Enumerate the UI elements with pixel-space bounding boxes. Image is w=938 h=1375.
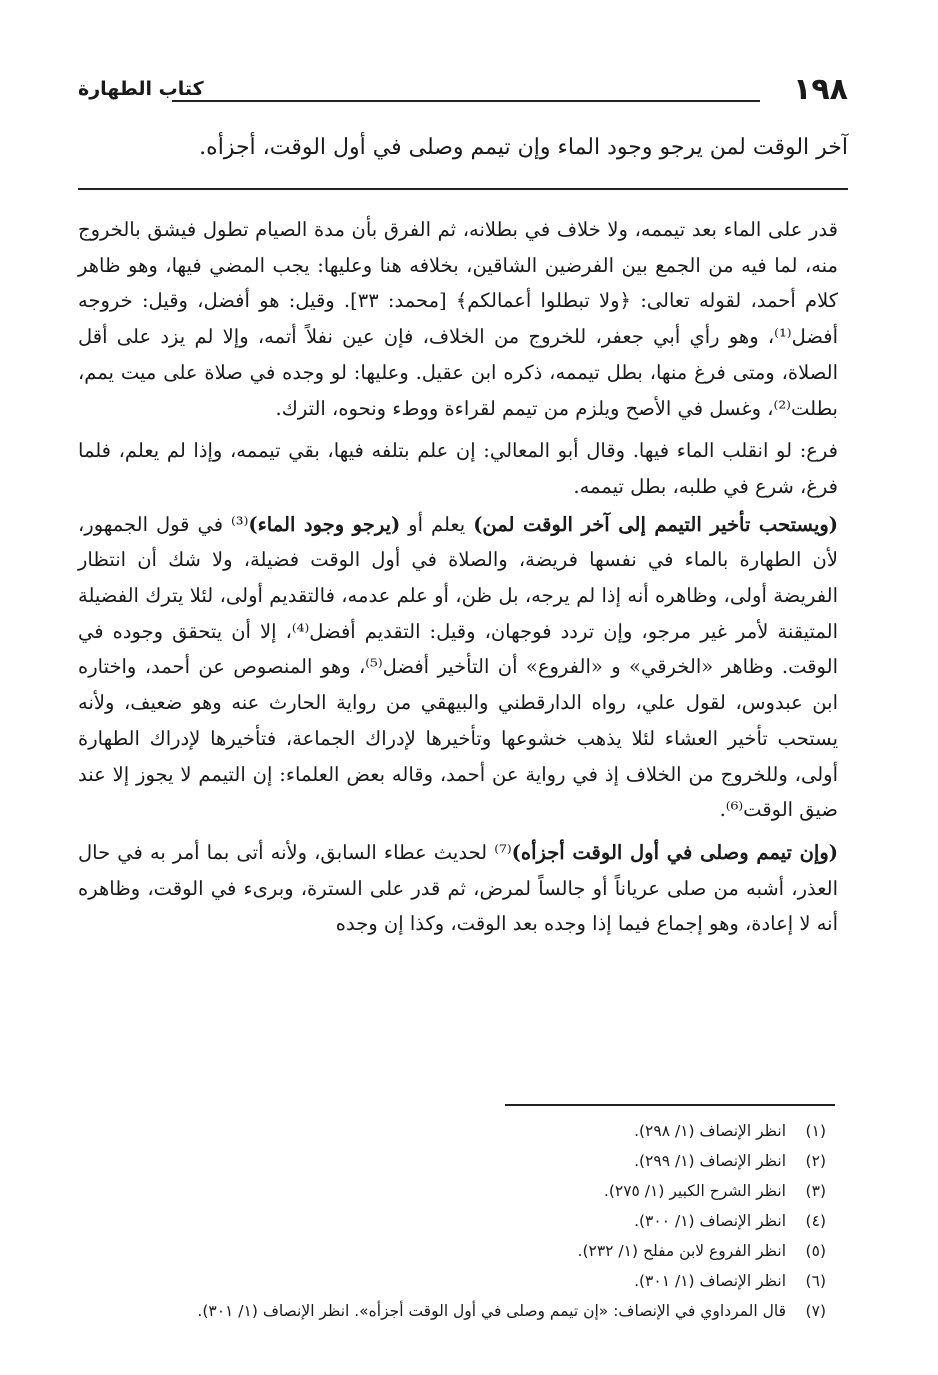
- footnote-divider: [505, 1104, 835, 1106]
- paragraph-4: [78, 835, 838, 942]
- footnote-4: [78, 1206, 826, 1236]
- chapter-title: كتاب الطهارة: [78, 78, 204, 100]
- matn-text: آخر الوقت لمن يرجو وجود الماء وإن تيمم وصلى في أول الوقت، أجزأه.: [199, 135, 848, 160]
- footnote-text: انظر الإنصاف (١/ ٣٠٠).: [634, 1212, 786, 1230]
- commentary-body: [78, 212, 838, 942]
- paragraph-3: [78, 507, 838, 828]
- paragraph-text: يعلم أو: [400, 512, 474, 536]
- footnote-number: (٣): [805, 1182, 826, 1200]
- matn-quote: (ويستحب تأخير التيمم إلى آخر الوقت لمن): [473, 512, 839, 536]
- footnote-number: (٢): [805, 1152, 826, 1170]
- footnote-2: [78, 1146, 826, 1176]
- footnote-text: انظر الإنصاف (١/ ٢٩٨).: [634, 1122, 786, 1140]
- footnote-text: انظر الشرح الكبير (١/ ٢٧٥).: [603, 1182, 786, 1200]
- running-header: [78, 72, 848, 112]
- footnote-number: (٧): [805, 1302, 826, 1320]
- footnote-text: انظر الفروع لابن مفلح (١/ ٢٣٢).: [577, 1242, 786, 1260]
- paragraph-2: فرع: لو انقلب الماء فيها. وقال أبو المعالي: إن علم بتلفه فيها، بقي تيممه، وإذا لم يعلم، فلما فرغ، شرع في طلبه، بطل تيممه.: [78, 439, 838, 498]
- footnote-6: [78, 1266, 826, 1296]
- footnote-7: [78, 1296, 826, 1326]
- footnote-number: (٦): [805, 1272, 826, 1290]
- matn-quote: (وإن تيمم وصلى في أول الوقت أجزأه): [511, 840, 838, 864]
- paragraph-text: ⁽³⁾ في قول الجمهور، لأن الطهارة بالماء في نفسها فريضة، والصلاة في أول الوقت فضيلة، ولا شك أن انتظار الفريضة أولى، وظاهره أنه إذا لم يرجه، بل ظن، أو علم عدمه، فالتقديم أولى، لئلا يترك الفضيلة المتيقنة لأمر غير مرجو، وإن تردد فوجهان، وقيل: التقديم أفضل⁽⁴⁾، إلا أن يتحقق وجوده في الوقت. وظاهر «الخرقي» و «الفروع» أن التأخير أفضل⁽⁵⁾، وهو المنصوص عن أحمد، واختاره ابن عبدوس، لقول علي، رواه الدارقطني والبيهقي من رواية الحارث عنه وهو ضعيف، ولأنه يستحب تأخير العشاء لئلا يذهب خشوعها وتأخيرها لإدراك الجماعة، فتأخيرها لإدراك الطهارة أولى، وللخروج من الخلاف إذ في رواية عن أحمد، وقاله بعض العلماء: إن التيمم لا يجوز إلا عند ضيق الوقت⁽⁶⁾.: [78, 512, 838, 822]
- header-rule: [172, 100, 760, 102]
- page-number: ١٩٨: [793, 72, 848, 107]
- footnote-3: [78, 1176, 826, 1206]
- matn-divider: [78, 188, 848, 190]
- footnote-number: (٤): [805, 1212, 826, 1230]
- paragraph-1: قدر على الماء بعد تيممه، ولا خلاف في بطلانه، ثم الفرق بأن مدة الصيام تطول فيشق بالخروج منه، لما فيه من الجمع بين الفرضين الشاقين، بخلافه هنا وعليها: يجب المضي فيها، وهو ظاهر كلام أحمد، لقوله تعالى: ﴿ولا تبطلوا أعمالكم﴾ [محمد: ٣٣]. وقيل: هو أفضل، وقيل: خروجه أفضل⁽¹⁾، وهو رأي أبي جعفر، للخروج من الخلاف، فإن عين نفلاً أتمه، وإلا لم يزد على أقل الصلاة، ومتى فرغ منها، بطل تيممه، ذكره ابن عقيل. وعليها: لو وجده في صلاة على ميت يمم، بطلت⁽²⁾، وغسل في الأصح ويلزم من تيمم لقراءة ووطء ونحوه، الترك.: [78, 218, 838, 420]
- footnotes: [78, 1116, 826, 1326]
- footnote-1: [78, 1116, 826, 1146]
- footnote-number: (٥): [805, 1242, 826, 1260]
- matn-quote: (يرجو وجود الماء): [248, 512, 401, 536]
- footnote-text: انظر الإنصاف (١/ ٢٩٩).: [634, 1152, 786, 1170]
- footnote-number: (١): [805, 1122, 826, 1140]
- footnote-text: انظر الإنصاف (١/ ٣٠١).: [634, 1272, 786, 1290]
- footnote-5: [78, 1236, 826, 1266]
- footnote-text: قال المرداوي في الإنصاف: «إن تيمم وصلى في أول الوقت أجزأه». انظر الإنصاف (١/ ٣٠١).: [197, 1302, 786, 1320]
- paragraph-text: ⁽⁷⁾ لحديث عطاء السابق، ولأنه أتى بما أمر به في حال العذر، أشبه من صلى عرياناً أو جالساً لمرض، ثم قدر على السترة، وبرىء في الوقت، وظاهره أنه لا إعادة، وهو إجماع فيما إذا وجده بعد الوقت، وكذا إن وجده: [78, 840, 838, 936]
